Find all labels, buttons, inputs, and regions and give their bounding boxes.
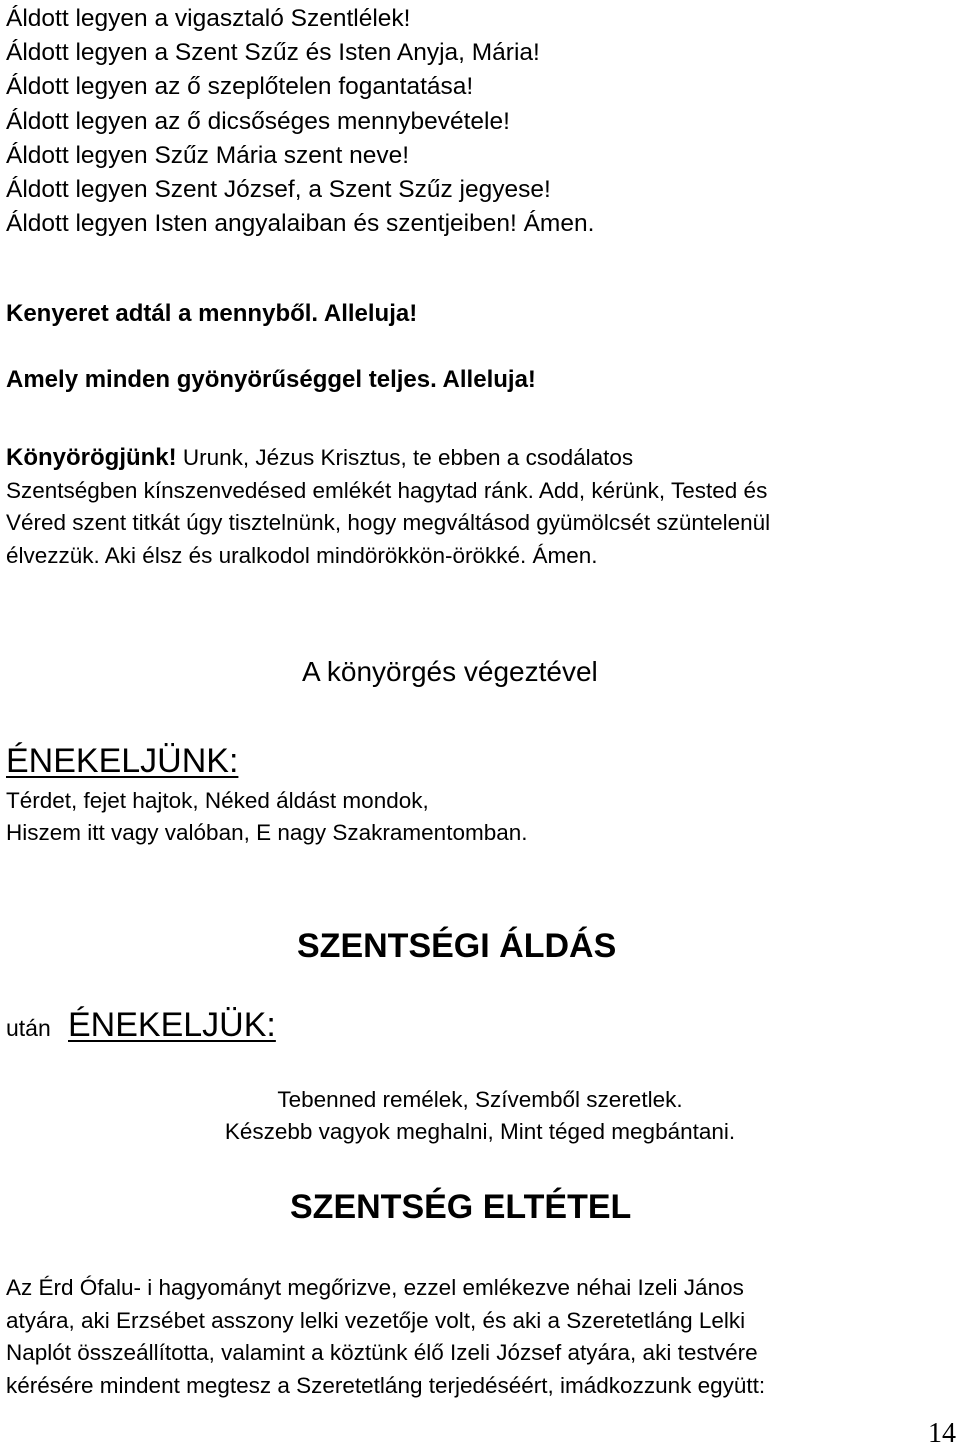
prayer-line-1-text: Urunk, Jézus Krisztus, te ebben a csodálatos <box>176 445 634 470</box>
antiphon-line-1: Kenyeret adtál a mennyből. Alleluja! <box>6 300 418 327</box>
blessing-verse <box>0 1084 960 1147</box>
after-label: után <box>6 1015 51 1041</box>
page-number: 14 <box>928 1418 956 1449</box>
paragraph-line: atyára, aki Erzsébet asszony lelki vezetője volt, és aki a Szeretetláng Lelki <box>6 1307 746 1333</box>
blessing-line: Áldott legyen Isten angyalaiban és szentjeiben! Ámen. <box>6 210 595 238</box>
blessing-sing-heading: ÉNEKELJÜK: <box>68 1006 276 1044</box>
paragraph-line: kérésére mindent megtesz a Szeretetláng terjedéséért, imádkozzunk együtt: <box>6 1372 766 1398</box>
blessing-line: Áldott legyen a Szent Szűz és Isten Anyja, Mária! <box>6 39 540 67</box>
verse-line: Térdet, fejet hajtok, Néked áldást mondok, <box>6 788 429 813</box>
paragraph-line: Az Érd Ófalu- i hagyományt megőrizve, ezzel emlékezve néhai Izeli János <box>6 1275 744 1300</box>
verse-line: Készebb vagyok meghalni, Mint téged megbántani. <box>224 1118 736 1144</box>
sing-verse <box>6 785 528 848</box>
blessing-line: Áldott legyen az ő szeplőtelen fogantatása! <box>6 73 474 101</box>
after-prayer-subtitle: A könyörgés végeztével <box>302 656 598 687</box>
prayer-paragraph <box>6 442 956 572</box>
paragraph-line: Naplót összeállította, valamint a köztünk élő Izeli József atyára, aki testvére <box>6 1340 758 1366</box>
blessing-line: Áldott legyen Szent József, a Szent Szűz jegyese! <box>6 176 551 204</box>
prayer-line: Szentségben kínszenvedésed emlékét hagytad ránk. Add, kérünk, Tested és <box>6 477 768 503</box>
sing-heading: ÉNEKELJÜNK: <box>6 742 239 780</box>
prayer-line: Véred szent titkát úgy tisztelnünk, hogy megváltásod gyümölcsét szüntelenül <box>6 510 771 535</box>
verse-line: Hiszem itt vagy valóban, E nagy Szakramentomban. <box>6 819 528 845</box>
prayer-lead: Könyörögjünk! <box>6 444 177 471</box>
blessing-section-title: SZENTSÉGI ÁLDÁS <box>297 927 617 965</box>
blessing-line: Áldott legyen a vigasztaló Szentlélek! <box>6 5 411 32</box>
antiphon-line-2: Amely minden gyönyörűséggel teljes. Alleluja! <box>6 366 536 393</box>
verse-line: Tebenned remélek, Szívemből szeretlek. <box>277 1087 683 1112</box>
blessing-line: Áldott legyen Szűz Mária szent neve! <box>6 141 410 169</box>
prayer-line: élvezzük. Aki élsz és uralkodol mindörökkön-örökké. Ámen. <box>6 542 598 568</box>
blessing-line: Áldott legyen az ő dicsőséges mennybevétele! <box>6 107 510 135</box>
reposition-title: SZENTSÉG ELTÉTEL <box>290 1188 632 1226</box>
prayer-line <box>6 442 956 475</box>
reposition-paragraph <box>6 1272 765 1402</box>
blessings-list <box>6 2 594 241</box>
